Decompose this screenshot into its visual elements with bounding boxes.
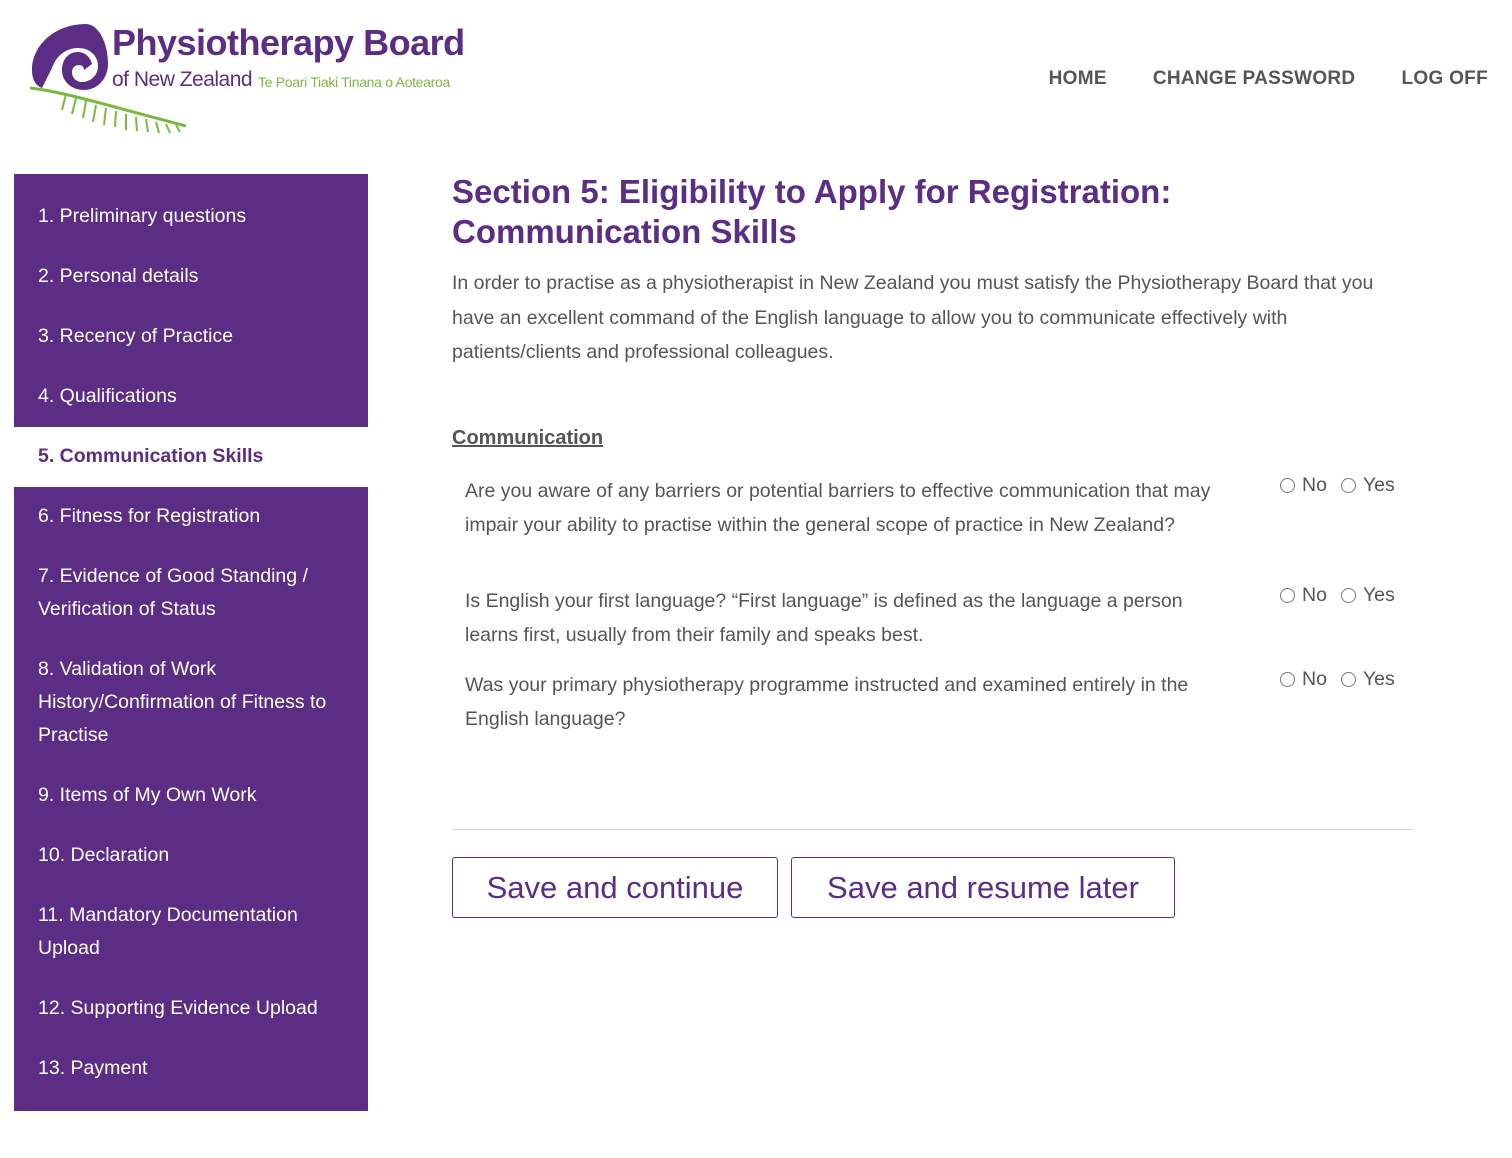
question-text: Are you aware of any barriers or potential barriers to effective communication that may impair your ability to practise within the general scope of practice in New Zealand? xyxy=(465,479,1211,536)
radio-no[interactable] xyxy=(1280,668,1327,691)
logo-subtitle: of New Zealand xyxy=(112,68,253,91)
sidebar-item-good-standing[interactable]: 7. Evidence of Good Standing / Verification of Status xyxy=(14,547,368,640)
top-nav xyxy=(1049,68,1488,90)
section-sidebar xyxy=(14,174,368,1111)
radio-label-no: No xyxy=(1302,583,1327,606)
site-logo[interactable] xyxy=(26,18,476,138)
radio-label-yes: Yes xyxy=(1362,473,1395,496)
sidebar-item-communication-skills[interactable]: 5. Communication Skills xyxy=(14,427,368,487)
form-divider xyxy=(452,829,1414,830)
radio-circle-icon[interactable] xyxy=(1280,588,1295,603)
nav-home-link[interactable]: HOME xyxy=(1048,68,1107,89)
question-first-language xyxy=(452,584,1414,652)
radio-group xyxy=(1280,584,1409,607)
sidebar-item-payment[interactable]: 13. Payment xyxy=(14,1039,368,1111)
sidebar-item-recency-of-practice[interactable]: 3. Recency of Practice xyxy=(14,307,368,367)
question-barriers xyxy=(452,474,1414,542)
sidebar-item-supporting-evidence[interactable]: 12. Supporting Evidence Upload xyxy=(14,979,368,1039)
radio-no[interactable] xyxy=(1280,474,1327,497)
radio-yes[interactable] xyxy=(1341,584,1395,607)
radio-group xyxy=(1280,474,1409,497)
sidebar-item-items-of-own-work[interactable]: 9. Items of My Own Work xyxy=(14,766,368,826)
question-text: Was your primary physiotherapy programme instructed and examined entirely in the English language? xyxy=(465,673,1189,730)
nav-log-off-link[interactable]: LOG OFF xyxy=(1401,68,1488,89)
save-and-continue-button[interactable]: Save and continue xyxy=(452,857,778,918)
radio-group xyxy=(1280,668,1409,691)
main-content xyxy=(452,172,1414,736)
save-and-resume-later-button[interactable]: Save and resume later xyxy=(791,857,1175,918)
logo-maori-subtitle: Te Poari Tiaki Tinana o Aotearoa xyxy=(258,74,450,90)
radio-label-no: No xyxy=(1302,473,1327,496)
radio-label-no: No xyxy=(1302,667,1327,690)
radio-label-yes: Yes xyxy=(1362,667,1395,690)
sidebar-item-validation-of-work[interactable]: 8. Validation of Work History/Confirmation of Fitness to Practise xyxy=(14,640,368,766)
sidebar-item-personal-details[interactable]: 2. Personal details xyxy=(14,247,368,307)
radio-yes[interactable] xyxy=(1341,668,1395,691)
radio-circle-icon[interactable] xyxy=(1341,588,1356,603)
radio-no[interactable] xyxy=(1280,584,1327,607)
communication-subheading: Communication xyxy=(452,426,604,449)
radio-circle-icon[interactable] xyxy=(1341,672,1356,687)
sidebar-item-mandatory-documentation[interactable]: 11. Mandatory Documentation Upload xyxy=(14,886,368,979)
question-text: Is English your first language? “First language” is defined as the language a person learns first, usually from their family and speaks best. xyxy=(465,589,1183,646)
sidebar-item-declaration[interactable]: 10. Declaration xyxy=(14,826,368,886)
page-title: Section 5: Eligibility to Apply for Registration: Communication Skills xyxy=(452,173,1172,250)
radio-circle-icon[interactable] xyxy=(1280,672,1295,687)
radio-circle-icon[interactable] xyxy=(1280,478,1295,493)
question-programme-english xyxy=(452,668,1414,736)
radio-label-yes: Yes xyxy=(1362,583,1395,606)
nav-change-password-link[interactable]: CHANGE PASSWORD xyxy=(1152,68,1356,89)
sidebar-item-preliminary-questions[interactable]: 1. Preliminary questions xyxy=(14,174,368,247)
sidebar-item-qualifications[interactable]: 4. Qualifications xyxy=(14,367,368,427)
sidebar-item-fitness-for-registration[interactable]: 6. Fitness for Registration xyxy=(14,487,368,547)
radio-circle-icon[interactable] xyxy=(1341,478,1356,493)
radio-yes[interactable] xyxy=(1341,474,1395,497)
intro-paragraph: In order to practise as a physiotherapist in New Zealand you must satisfy the Physiotherapy Board that you have an excellent command of the English language to allow you to communicate effectively with patients/clients and professional colleagues. xyxy=(452,272,1374,363)
logo-title: Physiotherapy Board xyxy=(112,22,465,63)
